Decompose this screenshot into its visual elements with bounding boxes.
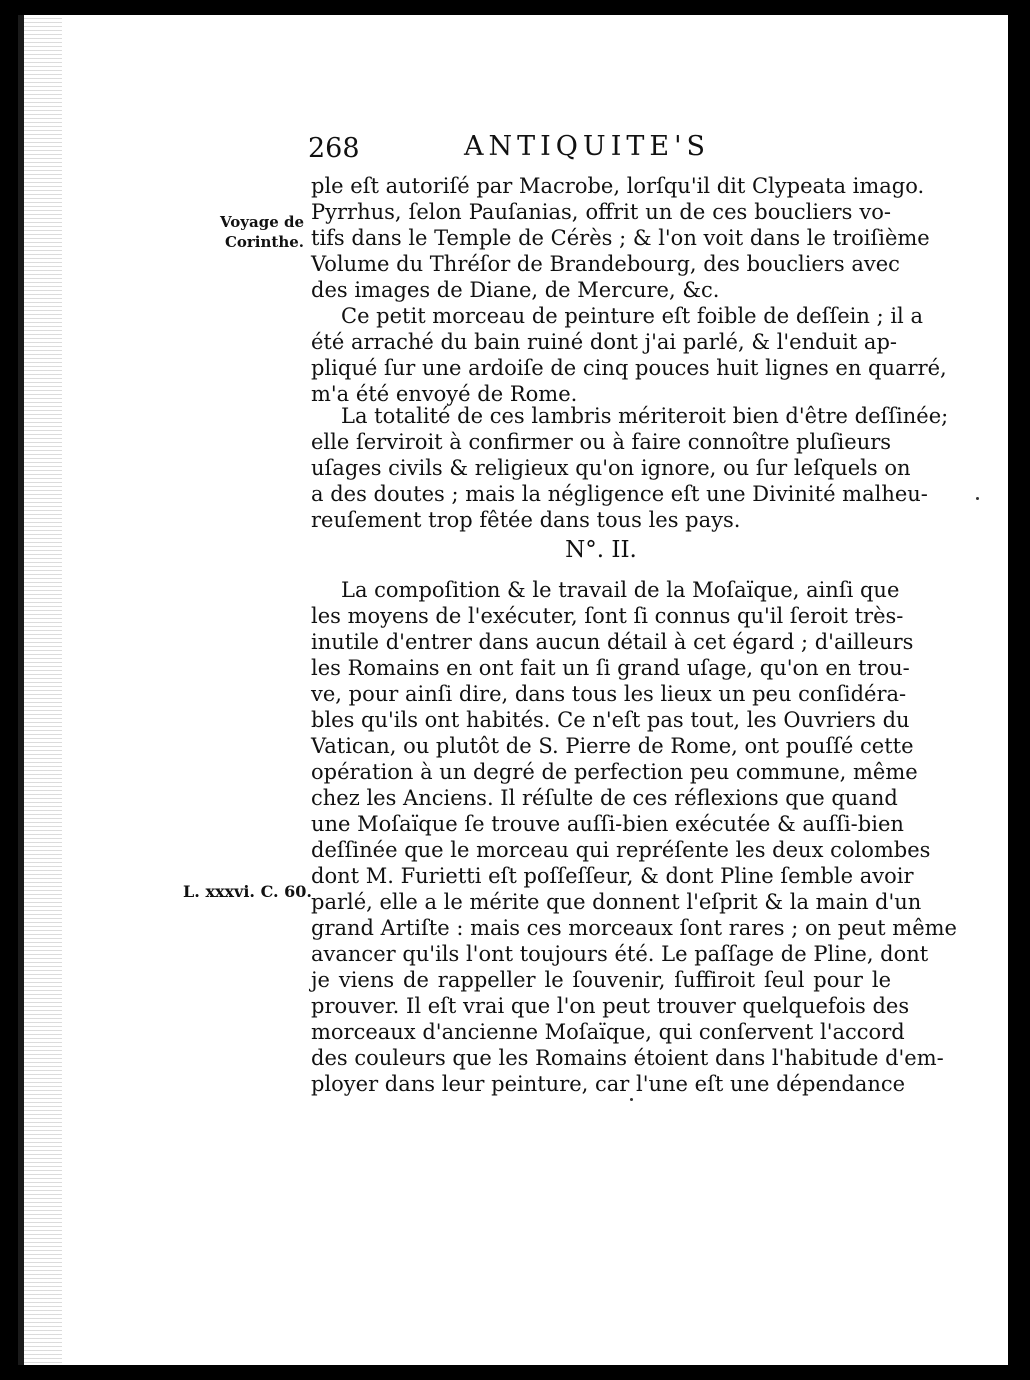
text-line: m'a été envoyé de Rome. (311, 382, 578, 406)
text-line: je viens de rappeller le ſouvenir, ſuffiroit ſeul pour le (311, 968, 891, 992)
text-line: dont M. Furietti eſt poſſeſſeur, & dont Pline ſemble avoir (311, 864, 914, 888)
text-line: ple eſt autoriſé par Macrobe, lorſqu'il dit Clypeata imago. (311, 174, 925, 198)
text-line: opération à un degré de perfection peu commune, même (311, 760, 918, 784)
text-line: Volume du Thréſor de Brandebourg, des boucliers avec (311, 252, 900, 276)
book-page (18, 15, 1008, 1365)
text-line: été arraché du bain ruiné dont j'ai parlé, & l'enduit ap- (311, 330, 897, 354)
text-line: La compoſition & le travail de la Moſaïque, ainſi que (341, 578, 900, 602)
text-line: ve, pour ainſi dire, dans tous les lieux un peu conſidéra- (311, 682, 907, 706)
text-line: grand Artiſte : mais ces morceaux ſont rares ; on peut même (311, 916, 957, 940)
text-line: bles qu'ils ont habités. Ce n'eſt pas tout, les Ouvriers du (311, 708, 910, 732)
running-head (24, 133, 1008, 173)
text-line: morceaux d'ancienne Moſaïque, qui conſervent l'accord (311, 1020, 905, 1044)
text-line: La totalité de ces lambris mériteroit bien d'être deſſinée; (341, 404, 949, 428)
text-line: parlé, elle a le mérite que donnent l'eſprit & la main d'un (311, 890, 922, 914)
text-line: pliqué ſur une ardoiſe de cinq pouces huit lignes en quarré, (311, 356, 947, 380)
text-line: ployer dans leur peinture, car l'une eſt une dépendance (311, 1072, 906, 1096)
section-heading: N°. II. (565, 537, 637, 563)
text-line: Ce petit morceau de peinture eſt foible de deſſein ; il a (341, 304, 923, 328)
running-title: ANTIQUITE'S (464, 131, 710, 162)
text-line: les moyens de l'exécuter, ſont ſi connus qu'il ſeroit très- (311, 604, 904, 628)
text-line: chez les Anciens. Il réſulte de ces réflexions que quand (311, 786, 898, 810)
text-line: uſages civils & religieux qu'on ignore, ou ſur leſquels on (311, 456, 911, 480)
text-line: a des doutes ; mais la négligence eſt une Divinité malheu- (311, 482, 928, 506)
paragraph-panelling (311, 403, 949, 533)
text-line: elle ſerviroit à confirmer ou à faire connoître pluſieurs (311, 430, 892, 454)
paper-speck (976, 497, 979, 500)
text-line: tifs dans le Temple de Cérès ; & l'on voit dans le troiſième (311, 226, 930, 250)
text-line: Vatican, ou plutôt de S. Pierre de Rome, ont pouſſé cette (311, 734, 914, 758)
paragraph-painting-fragment (311, 303, 947, 407)
paper-speck (630, 1098, 633, 1101)
text-line: les Romains en ont fait un ſi grand uſage, qu'on en trou- (311, 656, 910, 680)
text-line: avancer qu'ils l'ont toujours été. Le paſſage de Pline, dont (311, 942, 929, 966)
text-line: Pyrrhus, ſelon Pauſanias, offrit un de ces boucliers vo- (311, 200, 891, 224)
paragraph-mosaic (311, 577, 957, 1097)
page-edge-shadow (24, 15, 62, 1365)
text-line: prouver. Il eſt vrai que l'on peut trouver quelquefois des (311, 994, 910, 1018)
text-line: des images de Diane, de Mercure, &c. (311, 278, 720, 302)
text-line: inutile d'entrer dans aucun détail à cet égard ; d'ailleurs (311, 630, 914, 654)
paragraph-shields (311, 173, 930, 303)
text-line: des couleurs que les Romains étoient dans l'habitude d'em- (311, 1046, 944, 1070)
margin-note-pliny-reference: L. xxxvi. C. 60. (183, 882, 312, 901)
text-line: deſſinée que le morceau qui repréſente les deux colombes (311, 838, 931, 862)
page-number: 268 (308, 133, 360, 164)
text-line: une Moſaïque ſe trouve auſſi-bien exécutée & auſſi-bien (311, 812, 904, 836)
text-line: reuſement trop fêtée dans tous les pays. (311, 508, 741, 532)
margin-note-corinthe: Voyage de Corinthe. (220, 213, 304, 251)
